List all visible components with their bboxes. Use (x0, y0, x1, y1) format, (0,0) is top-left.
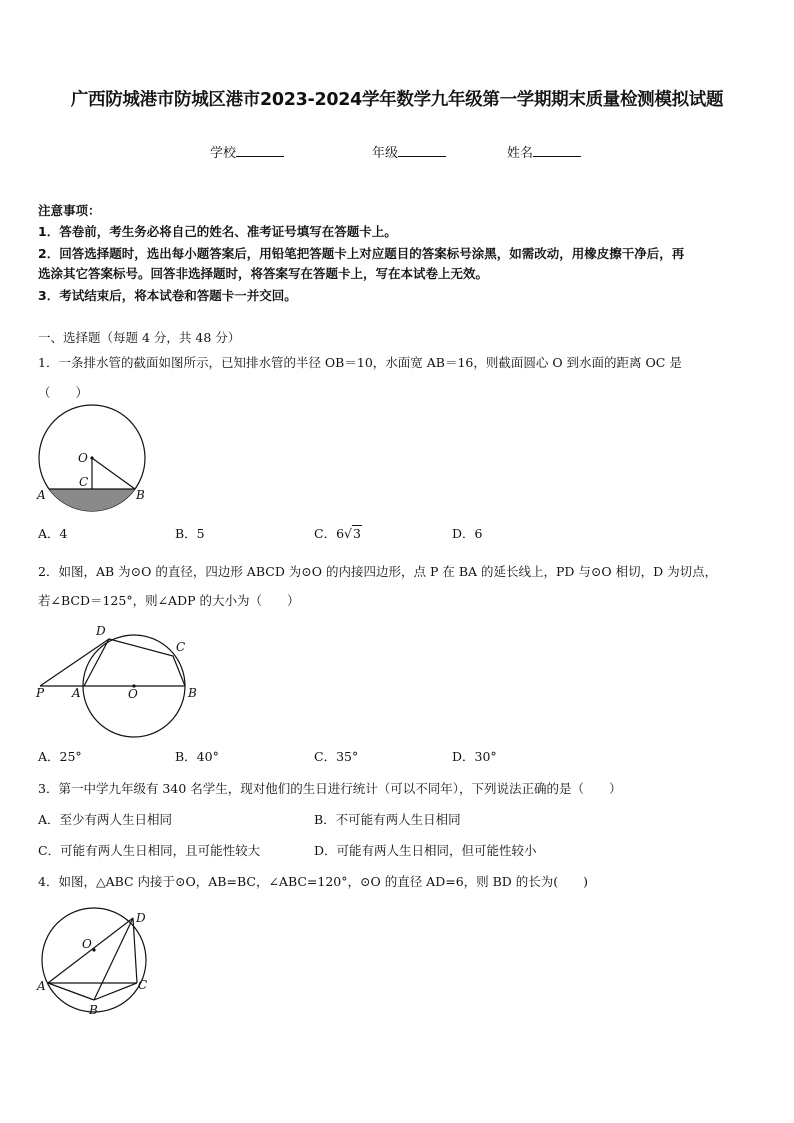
question-1-text: 1．一条排水管的截面如图所示，已知排水管的半径 OB＝10，水面宽 AB＝16，则截面圆心 O 到水面的距离 OC 是 (38, 355, 682, 370)
chord-bd (94, 918, 133, 1000)
question-2-figure (32, 620, 212, 740)
q1-option-c: C．6√3 (314, 526, 361, 541)
q3-option-a: A．至少有两人生日相同 (38, 812, 173, 827)
center-point (90, 456, 93, 459)
note-item: 1．答卷前，考生务必将自己的姓名、准考证号填写在答题卡上。 (38, 224, 397, 239)
label-o: O (78, 451, 88, 465)
grade-blank (398, 144, 446, 157)
label-b: B (136, 488, 145, 502)
notes-heading: 注意事项： (38, 203, 101, 218)
q3-option-b: B．不可能有两人生日相同 (314, 812, 461, 827)
label-c: C (79, 475, 89, 489)
name-field (507, 142, 581, 161)
note-item: 选涂其它答案标号。回答非选择题时，将答案写在答题卡上，写在本试卷上无效。 (38, 266, 489, 281)
note-item: 3．考试结束后，将本试卷和答题卡一并交回。 (38, 288, 297, 303)
label-a: A (37, 488, 46, 502)
label-b: B (89, 1003, 98, 1017)
section-heading: 一、选择题（每题 4 分，共 48 分） (38, 330, 241, 345)
school-label: 学校 (210, 146, 237, 161)
q3-option-c: C．可能有两人生日相同，且可能性较大 (38, 843, 261, 858)
label-p: P (36, 686, 45, 700)
sqrt-symbol: √3 (344, 526, 361, 541)
question-1-text-cont: （ ） (38, 385, 89, 400)
label-o: O (82, 937, 92, 951)
q3-option-d: D．可能有两人生日相同，但可能性较小 (314, 843, 537, 858)
q2-option-b: B．40° (175, 749, 219, 764)
label-c: C (138, 978, 148, 992)
q1-option-d: D．6 (452, 526, 483, 541)
label-d: D (96, 624, 106, 638)
q1-option-b: B．5 (175, 526, 205, 541)
school-blank (236, 144, 284, 157)
center-point (92, 948, 95, 951)
label-c: C (176, 640, 186, 654)
label-b: B (188, 686, 197, 700)
q2-option-a: A．25° (38, 749, 82, 764)
label-a: A (37, 979, 46, 993)
note-item: 2．回答选择题时，选出每小题答案后，用铅笔把答题卡上对应题目的答案标号涂黑，如需改动，用橡皮擦干净后，再 (38, 246, 685, 261)
grade-label: 年级 (372, 146, 399, 161)
tangent-pd (40, 639, 109, 686)
q2-option-d: D．30° (452, 749, 497, 764)
q2-option-c: C．35° (314, 749, 359, 764)
label-o: O (128, 687, 138, 701)
segment-ob (92, 458, 135, 489)
q1-option-a: A．4 (38, 526, 68, 541)
label-a: A (72, 686, 81, 700)
school-field (210, 142, 284, 161)
question-1-figure (32, 400, 162, 515)
label-d: D (136, 911, 146, 925)
grade-field (372, 142, 446, 161)
question-4-figure (32, 902, 162, 1022)
question-2-text-cont: 若∠BCD＝125°，则∠ADP 的大小为（ ） (38, 593, 300, 608)
page-title: 广西防城港市防城区港市2023-2024学年数学九年级第一学期期末质量检测模拟试题 (70, 90, 724, 110)
question-3-text: 3．第一中学九年级有 340 名学生，现对他们的生日进行统计（可以不同年），下列说法正确的是（ ） (38, 781, 622, 796)
name-label: 姓名 (507, 146, 534, 161)
chord-ab (48, 983, 94, 1000)
question-2-text: 2．如图，AB 为⊙O 的直径，四边形 ABCD 为⊙O 的内接四边形，点 P 在 BA 的延长线上，PD 与⊙O 相切，D 为切点， (38, 564, 718, 579)
name-blank (533, 144, 581, 157)
question-4-text: 4．如图，△ABC 内接于⊙O，AB=BC，∠ABC=120°，⊙O 的直径 AD=6，则 BD 的长为( ) (38, 874, 589, 889)
